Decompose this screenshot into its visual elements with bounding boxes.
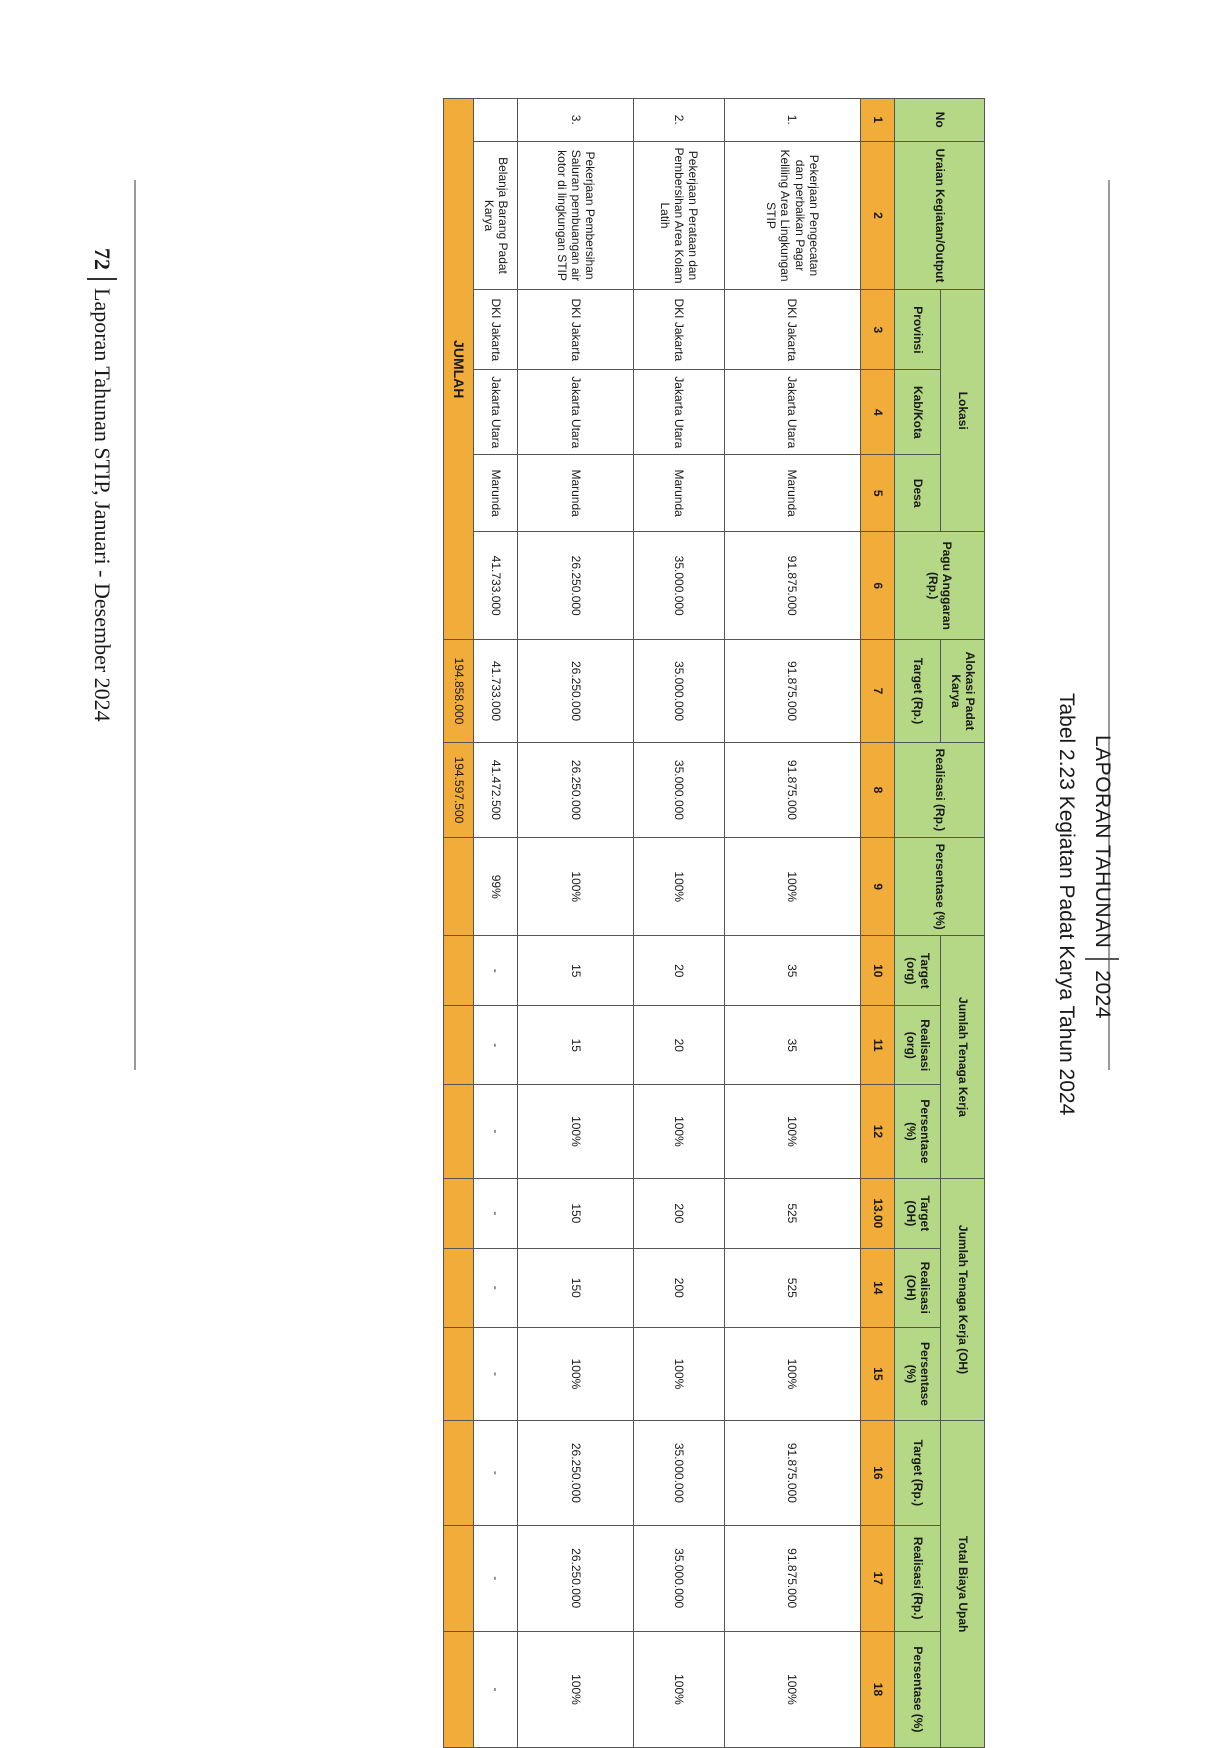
row-target-org: 20 xyxy=(634,936,724,1006)
row-realisasi-org: 20 xyxy=(634,1006,724,1085)
col-header-upah-target: Target (Rp.) xyxy=(895,1421,941,1525)
row-realisasi-rp: 91.875.000 xyxy=(724,742,861,838)
row-target-oh: 525 xyxy=(724,1178,861,1248)
row-upah-persen: 100% xyxy=(518,1631,634,1747)
row-upah-target: 91.875.000 xyxy=(724,1421,861,1525)
row-target-org: 15 xyxy=(518,936,634,1006)
row-realisasi-org: 35 xyxy=(724,1006,861,1085)
col-number: 7 xyxy=(861,640,895,742)
row-persen-org: - xyxy=(474,1085,518,1179)
row-persen-rp: 100% xyxy=(724,838,861,936)
row-provinsi: DKI Jakarta xyxy=(634,290,724,370)
col-header-persentase-oh: Persentase (%) xyxy=(895,1327,941,1421)
row-persen-org: 100% xyxy=(634,1085,724,1179)
col-number: 11 xyxy=(861,1006,895,1085)
row-persen-org: 100% xyxy=(518,1085,634,1179)
row-realisasi-oh: - xyxy=(474,1248,518,1327)
row-kabkota: Jakarta Utara xyxy=(518,370,634,455)
total-empty xyxy=(444,1631,474,1747)
page-number: 72 xyxy=(90,248,115,270)
col-number: 14 xyxy=(861,1248,895,1327)
col-header-alokasi: Alokasi Padat Karya xyxy=(941,640,985,742)
row-realisasi-oh: 200 xyxy=(634,1248,724,1327)
row-uraian: Belanja Barang Padat Karya xyxy=(474,141,518,290)
col-number: 15 xyxy=(861,1327,895,1421)
header-row-1 xyxy=(941,99,985,1748)
row-uraian: Pekerjaan Pembersihan Saluran pembuangan air kotor di lingkungan STIP xyxy=(518,141,634,290)
row-upah-persen: 100% xyxy=(724,1631,861,1747)
col-header-jtk: Jumlah Tenaga Kerja xyxy=(941,936,985,1179)
row-realisasi-rp: 26.250.000 xyxy=(518,742,634,838)
row-pagu: 91.875.000 xyxy=(724,531,861,640)
col-header-provinsi: Provinsi xyxy=(895,290,941,370)
row-desa: Marunda xyxy=(474,455,518,532)
row-persen-oh: 100% xyxy=(724,1327,861,1421)
row-provinsi: DKI Jakarta xyxy=(518,290,634,370)
col-number: 17 xyxy=(861,1525,895,1631)
col-number: 18 xyxy=(861,1631,895,1747)
row-persen-oh: - xyxy=(474,1327,518,1421)
total-empty xyxy=(444,1421,474,1525)
col-header-uraian: Uraian Kegiatan/Output xyxy=(895,141,985,290)
row-uraian: Pekerjaan Perataan dan Pembersihan Area Kolam Latih xyxy=(634,141,724,290)
col-header-upah-persentase: Persentase (%) xyxy=(895,1631,941,1747)
table-row xyxy=(518,99,634,1748)
row-target-oh: - xyxy=(474,1178,518,1248)
row-target-org: 35 xyxy=(724,936,861,1006)
total-target-rp: 194.858.000 xyxy=(444,640,474,742)
col-number: 6 xyxy=(861,531,895,640)
row-target-org: - xyxy=(474,936,518,1006)
row-target-rp: 41.733.000 xyxy=(474,640,518,742)
col-header-desa: Desa xyxy=(895,455,941,532)
col-number: 4 xyxy=(861,370,895,455)
row-upah-realisasi: 26.250.000 xyxy=(518,1525,634,1631)
row-pagu: 35.000.000 xyxy=(634,531,724,640)
col-number: 12 xyxy=(861,1085,895,1179)
padat-karya-table xyxy=(443,98,985,1748)
row-realisasi-rp: 35.000.000 xyxy=(634,742,724,838)
col-number: 9 xyxy=(861,838,895,936)
col-header-target-org: Target (org) xyxy=(895,936,941,1006)
row-persen-rp: 100% xyxy=(518,838,634,936)
col-header-tbu: Total Biaya Upah xyxy=(941,1421,985,1748)
row-persen-rp: 100% xyxy=(634,838,724,936)
row-upah-persen: - xyxy=(474,1631,518,1747)
header-year: 2024 xyxy=(1091,970,1114,1019)
col-number: 5 xyxy=(861,455,895,532)
total-empty xyxy=(444,1525,474,1631)
row-target-rp: 91.875.000 xyxy=(724,640,861,742)
total-realisasi-rp: 194.597.500 xyxy=(444,742,474,838)
col-header-upah-realisasi: Realisasi (Rp.) xyxy=(895,1525,941,1631)
row-desa: Marunda xyxy=(518,455,634,532)
row-target-oh: 200 xyxy=(634,1178,724,1248)
col-header-lokasi: Lokasi xyxy=(941,290,985,531)
row-upah-realisasi: - xyxy=(474,1525,518,1631)
row-upah-target: - xyxy=(474,1421,518,1525)
footer-text: Laporan Tahunan STIP, Januari - Desember 2024 xyxy=(90,288,115,722)
row-desa: Marunda xyxy=(634,455,724,532)
row-kabkota: Jakarta Utara xyxy=(634,370,724,455)
total-empty xyxy=(444,1248,474,1327)
row-no: 2. xyxy=(634,99,724,142)
col-header-realisasi-org: Realisasi (org) xyxy=(895,1006,941,1085)
col-header-no: No xyxy=(895,99,985,142)
col-number: 3 xyxy=(861,290,895,370)
row-upah-target: 35.000.000 xyxy=(634,1421,724,1525)
total-label: JUMLAH xyxy=(444,99,474,640)
table-row xyxy=(474,99,518,1748)
table-row xyxy=(634,99,724,1748)
total-empty xyxy=(444,936,474,1006)
row-pagu: 26.250.000 xyxy=(518,531,634,640)
row-realisasi-org: - xyxy=(474,1006,518,1085)
total-empty xyxy=(444,1085,474,1179)
col-number: 10 xyxy=(861,936,895,1006)
total-row xyxy=(444,99,474,1748)
col-number: 2 xyxy=(861,141,895,290)
col-number: 16 xyxy=(861,1421,895,1525)
row-desa: Marunda xyxy=(724,455,861,532)
row-no: 3. xyxy=(518,99,634,142)
row-upah-target: 26.250.000 xyxy=(518,1421,634,1525)
row-kabkota: Jakarta Utara xyxy=(474,370,518,455)
total-empty xyxy=(444,1327,474,1421)
col-number: 13.00 xyxy=(861,1178,895,1248)
row-persen-oh: 100% xyxy=(518,1327,634,1421)
col-number: 8 xyxy=(861,742,895,838)
col-header-jtk-oh: Jumlah Tenaga Kerja (OH) xyxy=(941,1178,985,1421)
col-header-realisasi-oh: Realisasi (OH) xyxy=(895,1248,941,1327)
row-persen-oh: 100% xyxy=(634,1327,724,1421)
column-number-row xyxy=(861,99,895,1748)
col-header-realisasi-rp: Realisasi (Rp.) xyxy=(895,742,985,838)
row-no: 1. xyxy=(724,99,861,142)
col-header-target-oh: Target (OH) xyxy=(895,1178,941,1248)
col-header-pagu: Pagu Anggaran (Rp.) xyxy=(895,531,985,640)
row-kabkota: Jakarta Utara xyxy=(724,370,861,455)
footer-rule xyxy=(134,180,136,1070)
row-provinsi: DKI Jakarta xyxy=(724,290,861,370)
row-upah-persen: 100% xyxy=(634,1631,724,1747)
row-upah-realisasi: 91.875.000 xyxy=(724,1525,861,1631)
row-target-oh: 150 xyxy=(518,1178,634,1248)
header-separator xyxy=(1085,958,1119,960)
header-title: LAPORAN TAHUNAN xyxy=(1091,735,1114,949)
footer-separator xyxy=(87,278,117,280)
row-no xyxy=(474,99,518,142)
row-provinsi: DKI Jakarta xyxy=(474,290,518,370)
page-footer xyxy=(82,248,122,848)
col-header-persentase-org: Persentase (%) xyxy=(895,1085,941,1179)
running-header xyxy=(1082,735,1122,1055)
table-row xyxy=(724,99,861,1748)
col-header-target-rp: Target (Rp.) xyxy=(895,640,941,742)
row-persen-rp: 99% xyxy=(474,838,518,936)
row-persen-org: 100% xyxy=(724,1085,861,1179)
row-pagu: 41.733.000 xyxy=(474,531,518,640)
padat-karya-table-wrapper xyxy=(443,98,985,1748)
row-target-rp: 35.000.000 xyxy=(634,640,724,742)
total-empty xyxy=(444,1178,474,1248)
col-header-persentase-rp: Persentase (%) xyxy=(895,838,985,936)
row-upah-realisasi: 35.000.000 xyxy=(634,1525,724,1631)
row-realisasi-org: 15 xyxy=(518,1006,634,1085)
table-title: Tabel 2.23 Kegiatan Padat Karya Tahun 2024 xyxy=(1055,693,1078,1116)
row-realisasi-oh: 150 xyxy=(518,1248,634,1327)
row-uraian: Pekerjaan Pengecatan dan perbaikan Pagar Keliling Area Lingkungan STIP xyxy=(724,141,861,290)
col-number: 1 xyxy=(861,99,895,142)
row-target-rp: 26.250.000 xyxy=(518,640,634,742)
col-header-kabkota: Kab/Kota xyxy=(895,370,941,455)
total-empty xyxy=(444,838,474,936)
row-realisasi-oh: 525 xyxy=(724,1248,861,1327)
total-empty xyxy=(444,1006,474,1085)
row-realisasi-rp: 41.472.500 xyxy=(474,742,518,838)
